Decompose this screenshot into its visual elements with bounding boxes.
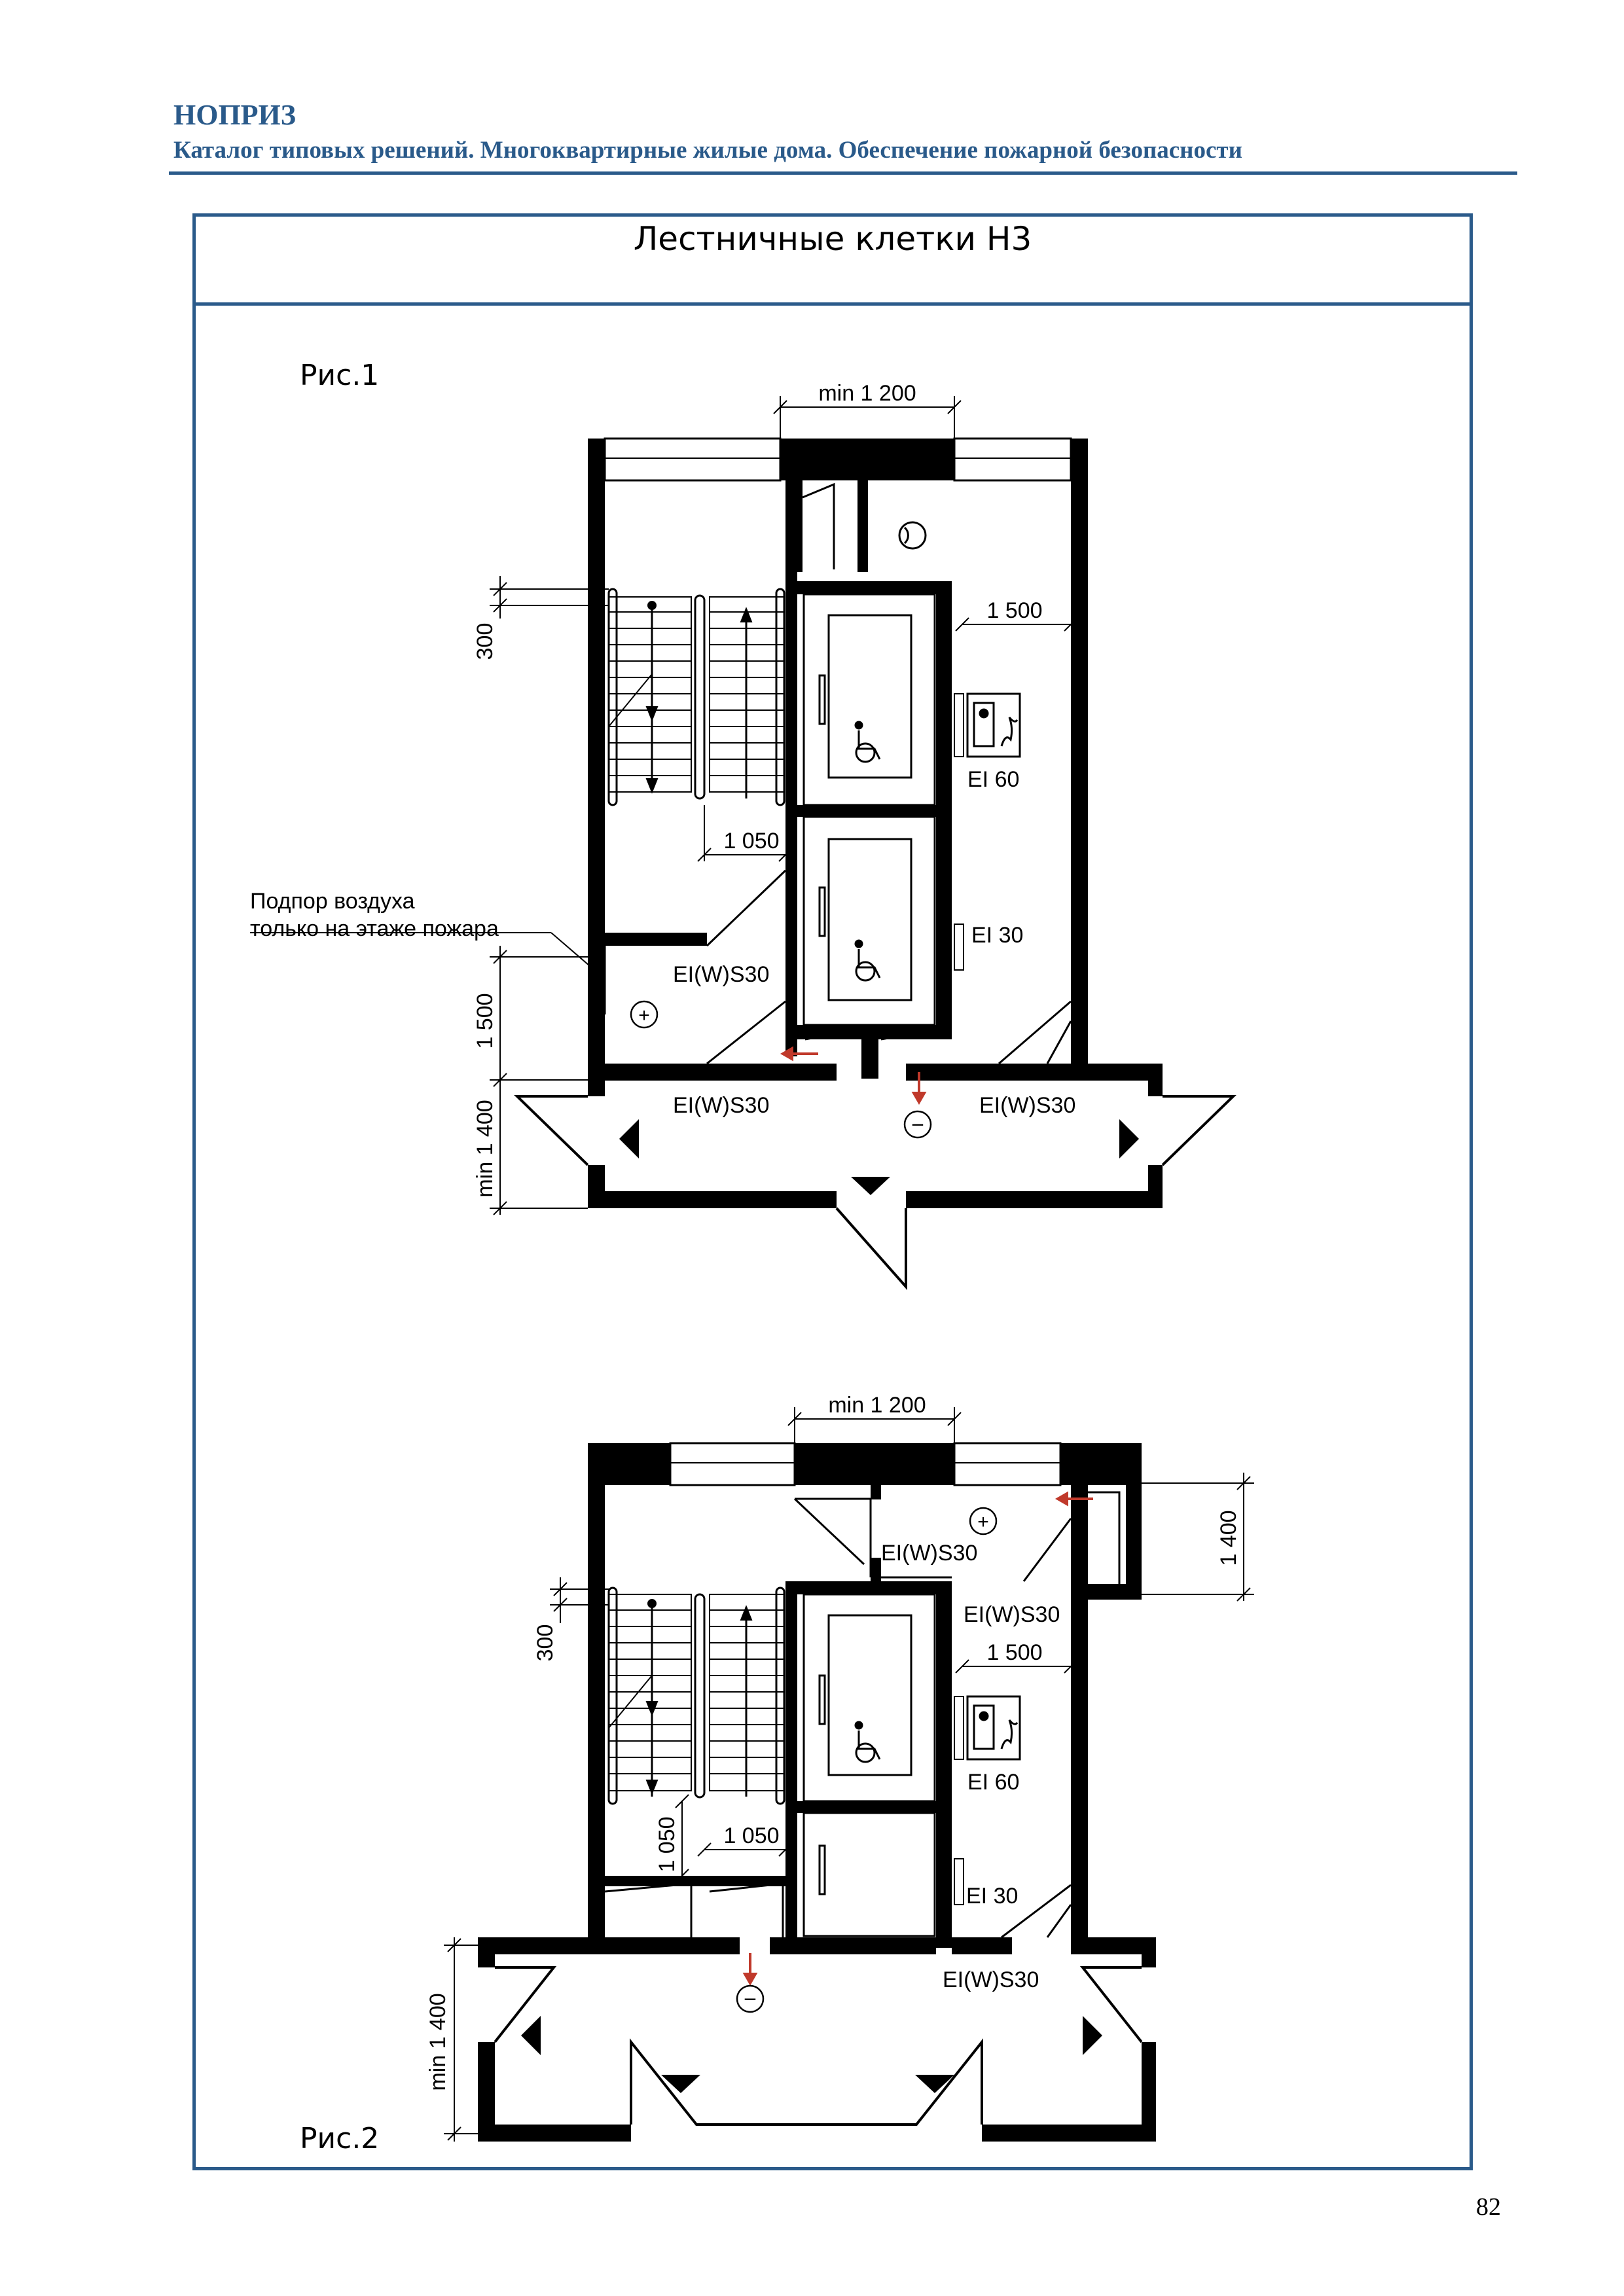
figure1-dim-top: min 1 200 <box>818 381 916 406</box>
figure2-dim-top: min 1 200 <box>828 1393 926 1418</box>
figure2-pressure-plus: + <box>977 1511 989 1533</box>
figure2-fire-lift-sign-icon <box>967 1696 1020 1759</box>
figure1-dim-corridor: min 1 400 <box>473 1100 497 1198</box>
figure2-wheelchair-icon <box>856 1722 880 1762</box>
figure1-wheelchair-icon-2 <box>856 941 880 980</box>
figure1-dim-hall: 1 500 <box>986 598 1043 623</box>
figure1-door-vestibule: EI(W)S30 <box>673 962 770 987</box>
figure1-lift-door-fire: EI 60 <box>967 767 1020 792</box>
figure2-dim-step: 300 <box>533 1624 558 1662</box>
figure1-smoke-detector-icon <box>899 522 926 548</box>
figure2-plan <box>0 1309 1624 2160</box>
figure2-dim-vestibule: 1 400 <box>1216 1510 1241 1566</box>
figure1-note-line1: Подпор воздуха <box>250 889 415 914</box>
figure2-door-vestibule: EI(W)S30 <box>881 1541 978 1566</box>
figure1-lift-door-std: EI 30 <box>971 923 1024 948</box>
figure2-pressure-minus: − <box>744 1987 757 2012</box>
figure2-door-hall: EI(W)S30 <box>964 1602 1060 1627</box>
figure1-door-left: EI(W)S30 <box>673 1093 770 1118</box>
figure2-dim-flight-gap-h: 1 050 <box>723 1823 780 1848</box>
figure1-pressure-plus: + <box>638 1005 650 1026</box>
figure2-lift-cabins <box>804 1594 935 1936</box>
figure2-flow-arrows <box>521 2016 1102 2093</box>
figure2-stair-flights <box>609 1588 784 1804</box>
figure2-dim-flight-gap-v: 1 050 <box>655 1816 679 1873</box>
figure2-label: Рис.2 <box>300 2122 380 2155</box>
figure2-lift-door-std: EI 30 <box>966 1884 1019 1909</box>
figure1-flow-arrows <box>619 1119 1139 1195</box>
page-number: 82 <box>1476 2193 1501 2221</box>
figure2-walls <box>478 1443 1156 2142</box>
figure2-lift-door-fire: EI 60 <box>967 1770 1020 1795</box>
figure1-door-right: EI(W)S30 <box>979 1093 1076 1118</box>
figure2-door-corridor: EI(W)S30 <box>943 1967 1039 1992</box>
catalog-subtitle: Каталог типовых решений. Многоквартирные жилые дома. Обеспечение пожарной безопасности <box>173 137 1242 164</box>
figure2-dim-hall: 1 500 <box>986 1640 1043 1665</box>
figure1-dim-step: 300 <box>473 622 497 660</box>
org-name: НОПРИЗ <box>173 99 296 131</box>
figure1-wheelchair-icon <box>856 722 880 762</box>
sheet-title: Лестничные клетки Н3 <box>633 220 1032 258</box>
figure1-dimensions <box>250 396 1077 1215</box>
figure2-dim-corridor: min 1 400 <box>425 1993 450 2091</box>
figure1-note-line2: только на этаже пожара <box>250 916 499 941</box>
figure1-dim-vestibule: 1 500 <box>473 993 497 1049</box>
figure2-corridor-outline <box>495 1967 1142 2125</box>
figure1-stair-flights <box>609 589 784 805</box>
figure1-pressure-minus: − <box>911 1113 924 1138</box>
figure1-fire-lift-sign-icon <box>967 694 1020 757</box>
figure1-dim-flight-gap: 1 050 <box>723 829 780 853</box>
figure1-label: Рис.1 <box>300 359 380 392</box>
